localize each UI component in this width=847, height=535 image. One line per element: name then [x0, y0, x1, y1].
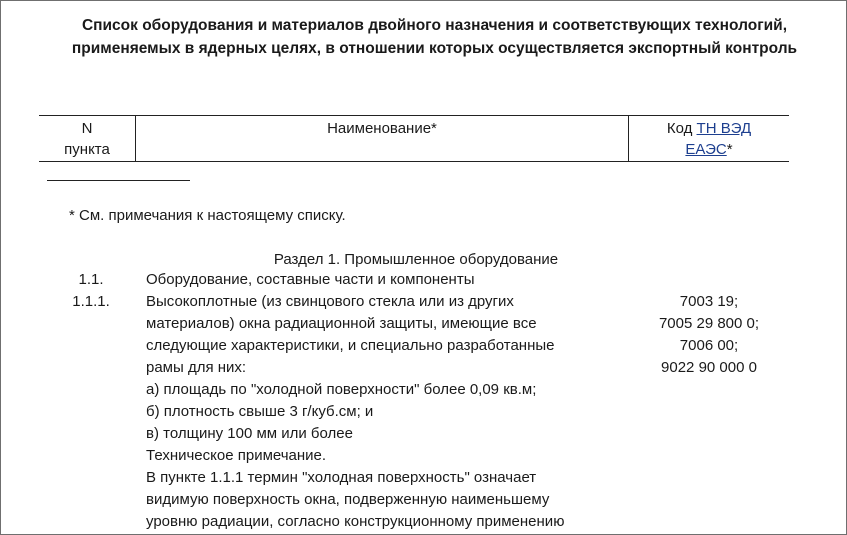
row-number: 1.1.: [78, 271, 104, 288]
row-number: 1.1.1.: [72, 293, 110, 310]
row-codes: [629, 291, 789, 379]
row-name-line: следующие характеристики, и специально разработанные: [146, 337, 555, 354]
header-col-code: [629, 116, 789, 161]
header-col-name: [135, 116, 629, 161]
header-number-line-2: пункта: [64, 141, 110, 158]
document-title: [31, 14, 838, 60]
row-name-line: уровню радиации, согласно конструкционному применению: [146, 513, 565, 530]
table-row: [1, 269, 847, 291]
hs-code: 7005 29 800 0;: [658, 315, 760, 332]
title-line-1: Список оборудования и материалов двойного назначения и соответствующих технологий,: [81, 17, 788, 34]
row-name: [146, 269, 616, 291]
row-name-line: рамы для них:: [146, 359, 247, 376]
footnote: * См. примечания к настоящему списку.: [69, 207, 346, 224]
hs-code: 7003 19;: [679, 293, 739, 310]
row-name-line: в) толщину 100 мм или более: [146, 425, 353, 442]
row-name-line: Техническое примечание.: [146, 447, 327, 464]
eaes-link[interactable]: ЕАЭС: [685, 141, 727, 158]
header-name-label: Наименование*: [327, 120, 437, 137]
row-name-line: б) плотность свыше 3 г/куб.см; и: [146, 403, 374, 420]
header-number-line-1: N: [81, 120, 93, 137]
row-name-line: Высокоплотные (из свинцового стекла или из других: [146, 293, 514, 310]
header-code-suffix: *: [726, 141, 733, 158]
row-name-line: видимую поверхность окна, подверженную наименьшему: [146, 491, 550, 508]
table-header: [39, 115, 789, 162]
title-line-2: применяемых в ядерных целях, в отношении которых осуществляется экспортный контроль: [71, 40, 798, 57]
header-code-prefix: Код: [666, 120, 697, 137]
row-name-line: Оборудование, составные части и компоненты: [146, 271, 475, 288]
row-name-line: В пункте 1.1.1 термин "холодная поверхность" означает: [146, 469, 537, 486]
row-name: [146, 291, 616, 533]
hs-code: 9022 90 000 0: [661, 359, 757, 376]
row-name-line: а) площадь по "холодной поверхности" более 0,09 кв.м;: [146, 381, 537, 398]
row-name-line: материалов) окна радиационной защиты, имеющие все: [146, 315, 537, 332]
tn-ved-link[interactable]: ТН ВЭД: [696, 120, 752, 137]
header-col-number: [39, 116, 135, 161]
section-title: Раздел 1. Промышленное оборудование: [273, 251, 559, 268]
footnote-divider: [47, 180, 190, 181]
hs-code: 7006 00;: [679, 337, 739, 354]
